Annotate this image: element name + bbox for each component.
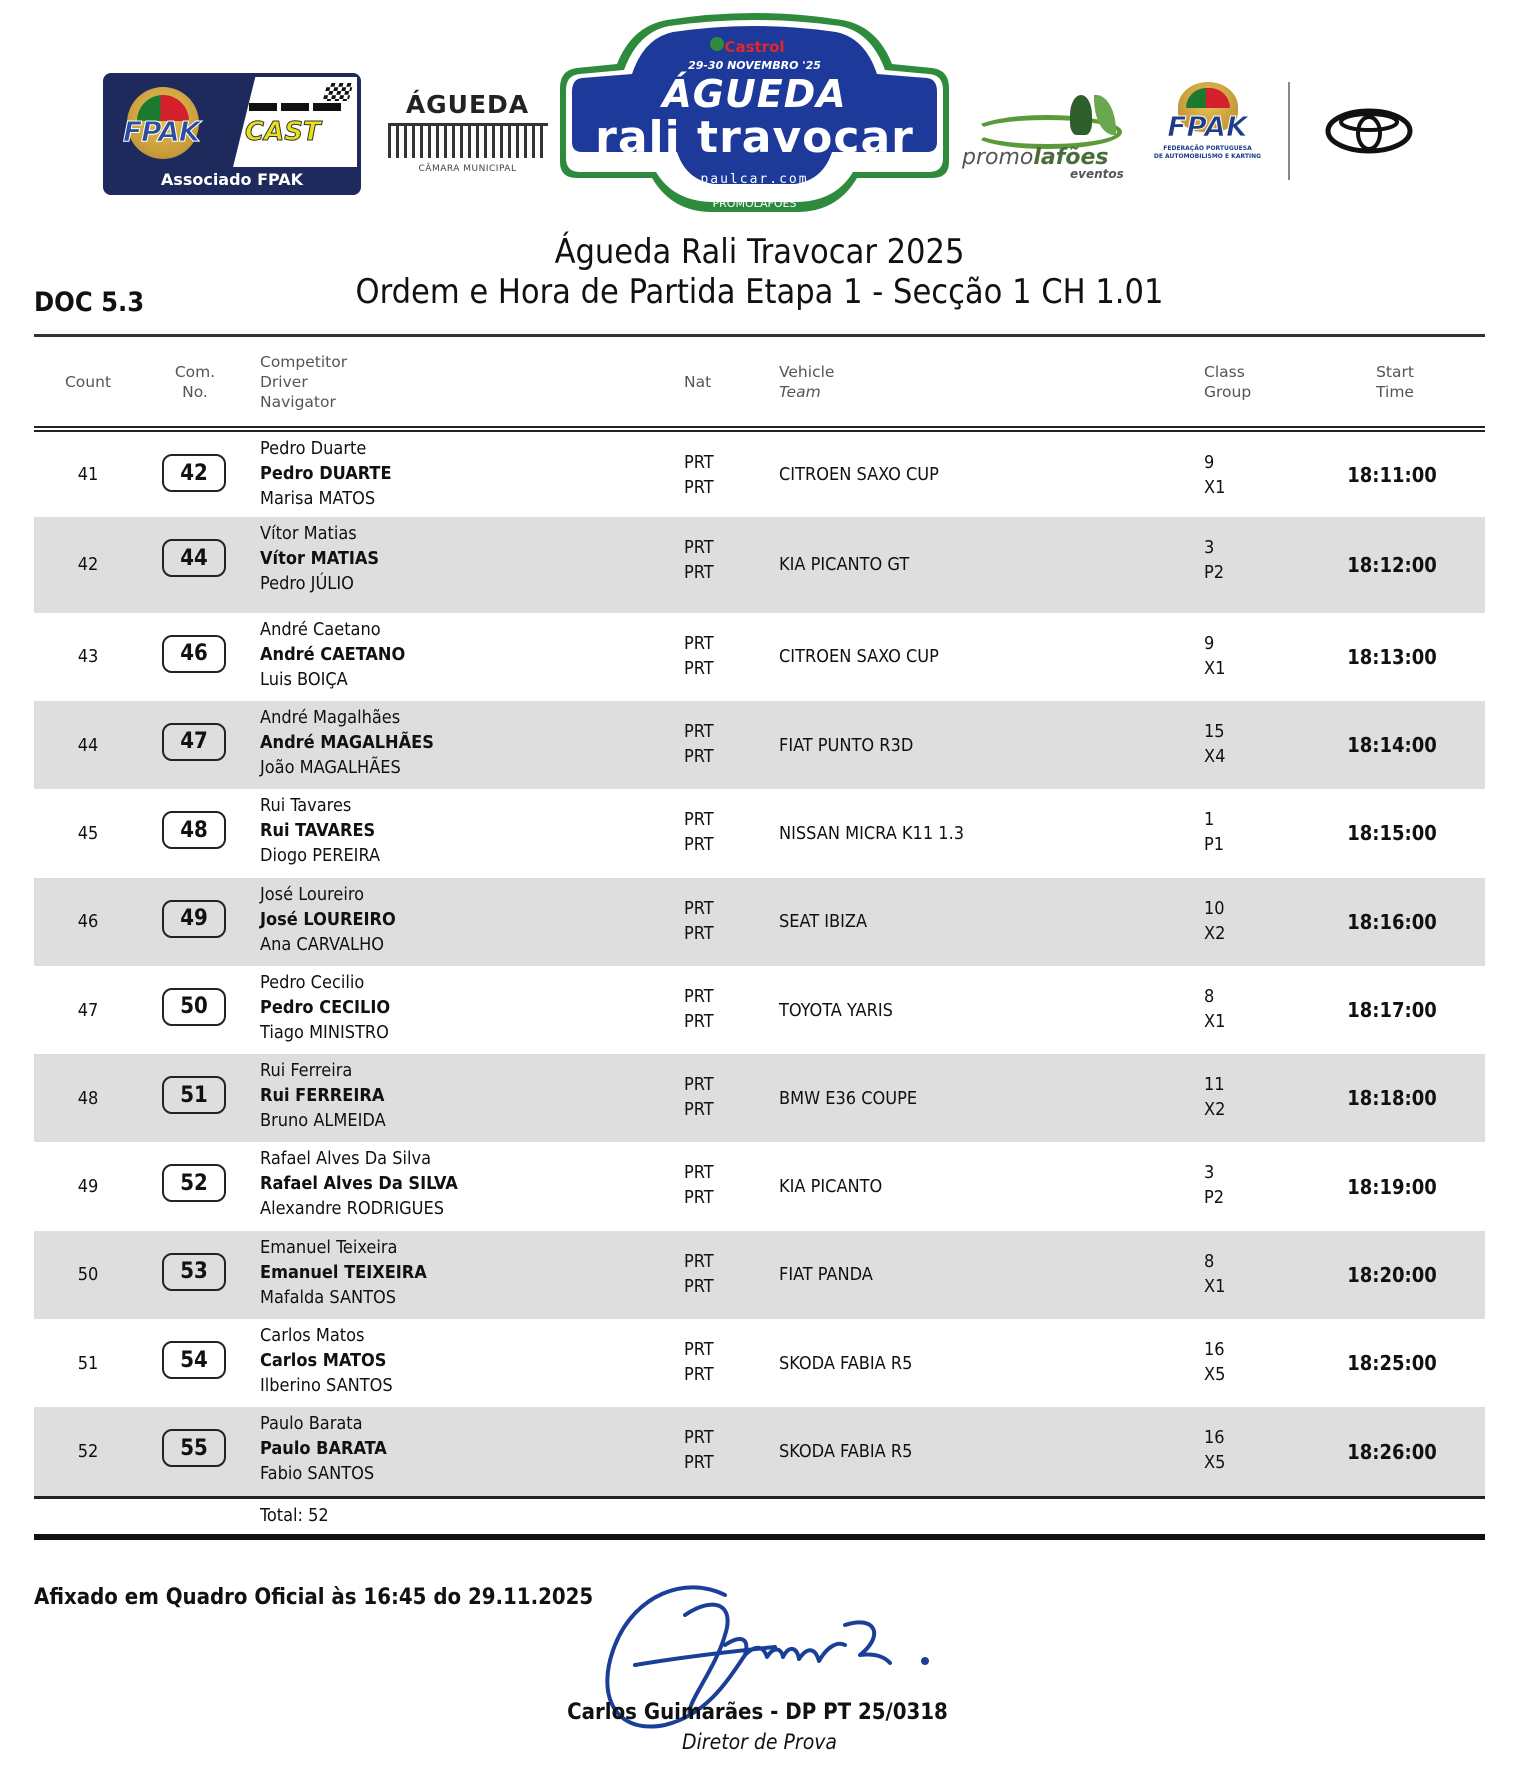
castrol-sponsor-text: Castrol [724,38,785,56]
crew-names [260,793,380,868]
class-value: 16 [1204,1339,1225,1361]
vehicle: NISSAN MICRA K11 1.3 [779,822,965,844]
group-value: P2 [1204,562,1225,584]
signer-name-text: Carlos Guimarães - DP PT 25/0318 [567,1700,948,1725]
signer-role: Diretor de Prova [682,1730,837,1754]
driver-name: Rafael Alves Da SILVA [260,1173,458,1195]
checkered-flag-icon [323,83,354,101]
table-header-double-rule [34,426,1485,428]
driver-name: Carlos MATOS [260,1350,387,1372]
competitor-name: André Magalhães [260,706,401,728]
column-header-team-line: Team [779,383,821,401]
crew-names [260,1058,386,1133]
column-header-vehicle-line: Vehicle [779,363,835,381]
building-icon [388,123,548,158]
cast-bars-decoration [249,103,341,111]
class-value: 16 [1204,1427,1225,1449]
column-header-com-no-line2: No. [182,383,208,401]
column-header-com-no-line1: Com. [174,363,216,381]
class-group [1204,1337,1225,1387]
vehicle: BMW E36 COUPE [779,1087,918,1109]
driver-name: Paulo BARATA [260,1438,387,1460]
competition-number-badge: 42 [162,454,226,492]
fpak-federation-caption-2: DE AUTOMOBILISMO E KARTING [1153,153,1262,160]
nationality [684,896,714,946]
row-count: 52 [77,1441,99,1462]
class-value: 3 [1204,537,1215,559]
competition-number-badge: 47 [162,723,226,761]
navigator-name: Fabio SANTOS [260,1463,375,1485]
start-time: 18:18:00 [1347,1086,1437,1111]
start-time: 18:17:00 [1347,998,1437,1023]
nationality [684,1249,714,1299]
competition-number-badge: 48 [162,811,226,849]
competitor-name: Rui Tavares [260,795,352,817]
table-row [34,701,1485,789]
navigator-name: João MAGALHÃES [260,756,401,778]
vehicle: FIAT PUNTO R3D [779,734,914,756]
row-count: 43 [77,646,99,668]
vehicle: TOYOTA YARIS [779,999,893,1021]
nationality [684,535,714,585]
column-header-competitor [260,352,347,412]
competition-number-badge: 50 [162,988,226,1026]
class-group [1204,719,1225,769]
municipality-name: ÁGUEDA [405,90,530,119]
competition-number-badge: 53 [162,1253,226,1291]
competitor-name: Rui Ferreira [260,1060,353,1082]
start-time: 18:19:00 [1347,1174,1437,1199]
vehicle: CITROEN SAXO CUP [779,646,939,668]
navigator-nationality: PRT [684,1099,714,1121]
column-header-com-no [160,362,230,402]
competition-number-badge: 44 [162,539,226,577]
crew-names [260,705,434,780]
driver-nationality: PRT [684,985,714,1007]
crew-names [260,1146,458,1221]
class-value: 9 [1204,452,1215,473]
class-group [1204,631,1225,681]
column-header-driver-line: Driver [260,373,308,391]
table-row [34,1054,1485,1142]
driver-nationality: PRT [684,1427,714,1449]
competitor-name: Pedro Duarte [260,438,367,459]
class-group [1204,896,1225,946]
group-value: X2 [1204,1099,1226,1121]
fpak-logo-text: FPAK [123,115,200,148]
toyota-logo-icon [1325,108,1413,154]
crew-names [260,1323,393,1398]
row-count: 45 [77,822,99,844]
nationality [684,1337,714,1387]
navigator-nationality: PRT [684,562,714,584]
navigator-nationality: PRT [684,922,714,944]
table-row [34,966,1485,1054]
vehicle: SKODA FABIA R5 [779,1441,913,1462]
table-row [34,1142,1485,1230]
driver-nationality: PRT [684,452,714,473]
navigator-name: Diogo PEREIRA [260,845,381,867]
posted-notice: Afixado em Quadro Oficial às 16:45 do 29.11.2025 [34,1585,594,1610]
table-row [34,789,1485,877]
start-time: 18:25:00 [1347,1351,1437,1376]
class-value: 8 [1204,1250,1215,1272]
driver-name: Pedro DUARTE [260,463,392,484]
promolafoes-word-a: promo [962,145,1034,170]
navigator-nationality: PRT [684,1010,714,1032]
vehicle: KIA PICANTO [779,1176,883,1198]
table-row [34,878,1485,966]
start-time: 18:20:00 [1347,1262,1437,1287]
column-header-vehicle [779,362,834,402]
fpak-federation-caption-1: FEDERAÇÃO PORTUGUESA [1163,145,1252,152]
row-count: 46 [77,911,99,933]
class-group [1204,807,1224,857]
navigator-name: Luis BOIÇA [260,668,348,690]
driver-nationality: PRT [684,809,714,831]
municipality-caption: CÂMARA MUNICIPAL [418,164,517,174]
group-value: X1 [1204,657,1226,679]
class-value: 11 [1204,1074,1225,1096]
crew-names [260,1411,387,1486]
row-count: 49 [77,1176,99,1198]
competitor-name: Paulo Barata [260,1413,363,1435]
driver-nationality: PRT [684,897,714,919]
promolafoes-word-b: lafões [1033,145,1109,170]
nationality [684,1160,714,1210]
navigator-name: Pedro JÚLIO [260,573,354,595]
driver-nationality: PRT [684,632,714,654]
start-time: 18:13:00 [1347,644,1437,669]
group-value: X4 [1204,745,1226,767]
competition-number-badge: 52 [162,1164,226,1202]
signer-name [0,1700,1519,1725]
column-header-class-group [1204,362,1251,402]
promolafoes-logo [960,95,1130,181]
nationality [684,631,714,681]
column-header-competitor-line: Competitor [260,353,348,371]
competition-number-badge: 46 [162,635,226,673]
nationality [684,1425,714,1475]
start-time: 18:26:00 [1347,1439,1437,1464]
cast-logo-text: CAST [245,117,321,147]
navigator-nationality: PRT [684,657,714,679]
navigator-name: Mafalda SANTOS [260,1286,397,1308]
crew-names [260,521,379,596]
rally-website: paulcar.com [700,172,809,187]
crew-names [260,1235,427,1310]
navigator-name: Alexandre RODRIGUES [260,1198,445,1220]
table-row [34,1319,1485,1407]
nationality [684,984,714,1034]
rally-plate-logo [557,12,952,215]
column-header-group-line: Group [1204,383,1252,401]
crew-names [260,436,392,511]
nationality [684,719,714,769]
competition-number-badge: 55 [162,1429,226,1467]
logo-divider [1288,82,1290,180]
class-group [1204,1249,1225,1299]
start-time: 18:12:00 [1347,552,1437,577]
crew-names [260,970,390,1045]
vehicle: SEAT IBIZA [779,911,868,933]
start-time: 18:11:00 [1347,462,1437,487]
column-header-start-line: Start [1376,363,1414,381]
class-value: 8 [1204,985,1215,1007]
competitor-name: Rafael Alves Da Silva [260,1148,432,1170]
group-value: X1 [1204,477,1226,498]
group-value: X1 [1204,1010,1226,1032]
competitor-name: Vítor Matias [260,523,357,545]
competitor-name: José Loureiro [260,883,364,905]
class-value: 15 [1204,720,1225,742]
table-end-thick-rule [34,1534,1485,1540]
driver-nationality: PRT [684,537,714,559]
rally-name-line2: rali travocar [595,112,914,163]
class-group [1204,1425,1225,1475]
header-divider [34,334,1485,337]
table-row [34,613,1485,701]
start-order-table [34,432,1485,1496]
group-value: X5 [1204,1452,1226,1474]
navigator-nationality: PRT [684,1187,714,1209]
driver-nationality: PRT [684,1339,714,1361]
column-header-nat: Nat [684,373,712,391]
navigator-name: Marisa MATOS [260,488,376,509]
crew-names [260,617,405,692]
fpak-federation-abbr: FPAK [1167,110,1248,143]
competition-number-badge: 54 [162,1341,226,1379]
competitor-name: André Caetano [260,618,381,640]
table-row [34,432,1485,517]
nationality [684,807,714,857]
person-figure-icon [1070,95,1092,135]
navigator-nationality: PRT [684,745,714,767]
group-value: X5 [1204,1364,1226,1386]
competition-number-badge: 49 [162,900,226,938]
competitor-name: Emanuel Teixeira [260,1236,398,1258]
driver-nationality: PRT [684,1162,714,1184]
row-count: 48 [77,1087,99,1109]
rally-dates: 29-30 NOVEMBRO '25 [688,59,821,72]
class-value: 10 [1204,897,1225,919]
navigator-nationality: PRT [684,834,714,856]
document-title: Águeda Rali Travocar 2025 [554,232,965,272]
driver-name: André MAGALHÃES [260,731,434,753]
nationality [684,1072,714,1122]
start-time: 18:16:00 [1347,909,1437,934]
row-count: 42 [77,554,99,576]
class-group [1204,1072,1225,1122]
vehicle: KIA PICANTO GT [779,554,910,576]
driver-name: Rui TAVARES [260,820,376,842]
crew-names [260,882,396,957]
fpak-federation-logo [1150,82,1265,182]
driver-name: Rui FERREIRA [260,1085,385,1107]
start-time: 18:14:00 [1347,733,1437,758]
column-header-time-line: Time [1376,383,1414,401]
class-value: 1 [1204,809,1215,831]
group-value: X1 [1204,1275,1226,1297]
navigator-name: Bruno ALMEIDA [260,1110,386,1132]
row-count: 50 [77,1264,99,1286]
class-group [1204,984,1225,1034]
table-bottom-rule [34,1496,1485,1499]
column-header-navigator-line: Navigator [260,393,336,411]
competitor-name: Carlos Matos [260,1325,365,1347]
driver-name: José LOUREIRO [260,908,396,930]
row-count: 47 [77,999,99,1021]
driver-nationality: PRT [684,1250,714,1272]
vehicle: SKODA FABIA R5 [779,1352,913,1374]
group-value: X2 [1204,922,1226,944]
document-subtitle: Ordem e Hora de Partida Etapa 1 - Secção 1 CH 1.01 [355,272,1164,312]
vehicle: FIAT PANDA [779,1264,873,1286]
start-time: 18:15:00 [1347,821,1437,846]
navigator-name: Tiago MINISTRO [260,1021,389,1043]
class-group [1204,1160,1224,1210]
driver-nationality: PRT [684,1074,714,1096]
column-header-start-time [1360,362,1430,402]
navigator-nationality: PRT [684,1452,714,1474]
promolafoes-eventos: eventos [1070,167,1124,181]
driver-name: Vítor MATIAS [260,548,380,570]
rally-organizer: PROMOLAFÕES [712,197,797,210]
navigator-nationality: PRT [684,1364,714,1386]
document-reference: DOC 5.3 [34,287,145,318]
row-count: 44 [77,734,99,756]
rally-name-line1: ÁGUEDA [662,72,847,116]
class-value: 9 [1204,632,1215,654]
driver-name: André CAETANO [260,643,406,665]
class-value: 3 [1204,1162,1215,1184]
group-value: P2 [1204,1187,1225,1209]
agueda-municipality-logo [385,90,550,180]
class-group [1204,450,1225,500]
associado-caption: Associado FPAK [160,170,304,189]
competition-number-badge: 51 [162,1076,226,1114]
group-value: P1 [1204,834,1225,856]
navigator-nationality: PRT [684,477,714,498]
total-count: Total: 52 [260,1505,329,1526]
navigator-name: Ilberino SANTOS [260,1375,393,1397]
row-count: 41 [77,464,99,486]
vehicle: CITROEN SAXO CUP [779,464,939,486]
navigator-name: Ana CARVALHO [260,933,384,955]
driver-name: Emanuel TEIXEIRA [260,1261,427,1283]
table-row [34,517,1485,612]
class-group [1204,535,1224,585]
nationality [684,450,714,500]
row-count: 51 [77,1352,99,1374]
table-row [34,1231,1485,1319]
column-header-class-line: Class [1204,363,1245,381]
navigator-nationality: PRT [684,1275,714,1297]
table-row [34,1407,1485,1495]
driver-name: Pedro CECILIO [260,996,391,1018]
column-header-count: Count [64,373,112,391]
driver-nationality: PRT [684,720,714,742]
competitor-name: Pedro Cecilio [260,971,365,993]
fpak-cast-logo [103,73,361,195]
